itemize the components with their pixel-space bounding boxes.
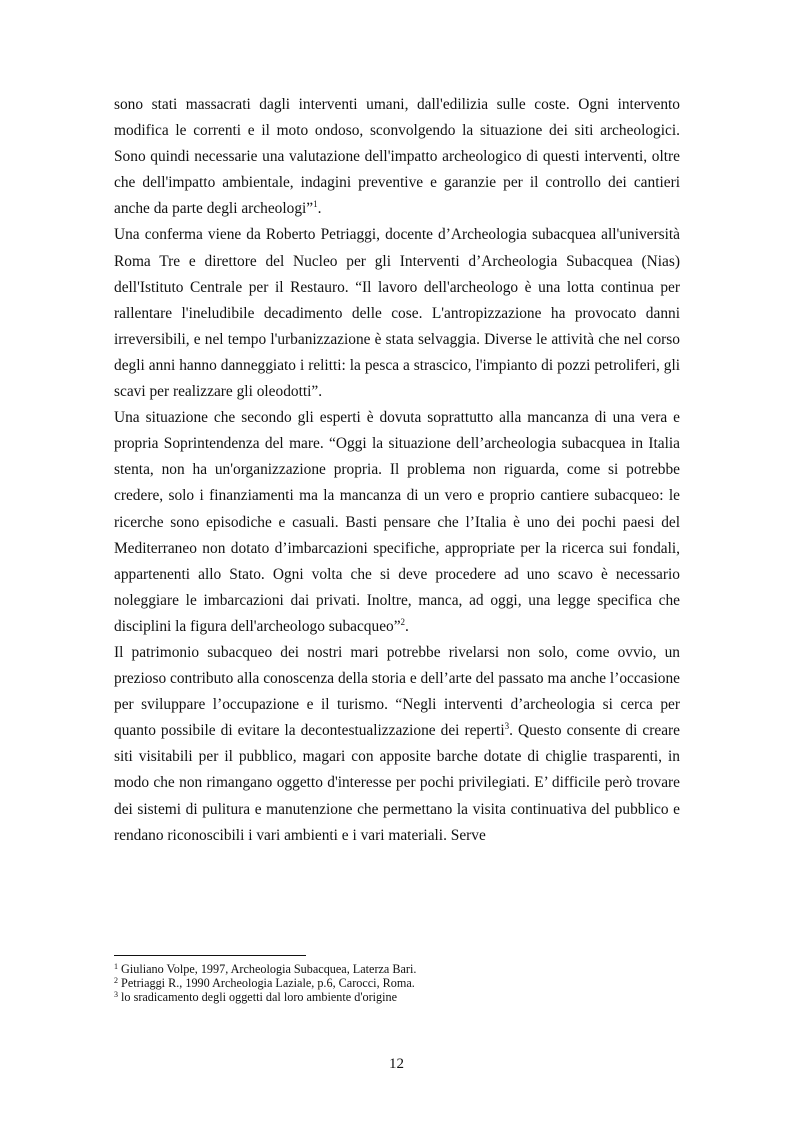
paragraph: Una situazione che secondo gli esperti è dovuta soprattutto alla mancanza di una vera e propria Soprintendenza del mare. “Oggi la situazione dell’archeologia subacquea in Italia stenta, non ha un'organizzazione propria. Il problema non riguarda, come si potrebbe credere, solo i finanziamenti ma la mancanza di un vero e proprio cantiere subacqueo: le ricerche sono episodiche e casuali. Basti pensare che l’Italia è uno dei pochi paesi del Mediterraneo non dotato d’imbarcazioni specifiche, appropriate per la ricerca sui fondali, appartenenti allo Stato. Ogni volta che si deve procedere ad uno scavo è necessario noleggiare le imbarcazioni dai privati. Inoltre, manca, ad oggi, una legge specifica che disciplini la figura dell'archeologo subacqueo”$^2$. [114, 409, 680, 635]
footnote-separator [114, 955, 306, 956]
paragraph: sono stati massacrati dagli interventi umani, dall'edilizia sulle coste. Ogni intervento modifica le correnti e il moto ondoso, sconvolgendo la situazione dei siti archeologici. Sono quindi necessarie una valutazione dell'impatto archeologico di questi interventi, oltre che dell'impatto ambientale, indagini preventive e garanzie per il controllo dei cantieri anche da parte degli archeologi”$^1$. [114, 96, 680, 218]
footnote [114, 962, 680, 976]
footnote-ref: 1 [313, 199, 318, 210]
footnotes [114, 962, 680, 1005]
footnote [114, 990, 680, 1004]
body-text [114, 92, 680, 849]
footnote-text: Giuliano Volpe, 1997, Archeologia Subacquea, Laterza Bari. [121, 962, 417, 976]
page-number: 12 [389, 1056, 404, 1072]
footnote-text: Petriaggi R., 1990 Archeologia Laziale, p.6, Carocci, Roma. [121, 976, 415, 991]
footnote-number: 1 [114, 962, 118, 971]
footnote-number: 3 [114, 990, 118, 1000]
footnote-number: 2 [114, 976, 118, 986]
paragraph: Il patrimonio subacqueo dei nostri mari potrebbe rivelarsi non solo, come ovvio, un prezioso contributo alla conoscenza della storia e dell’arte del passato ma anche l’occasione per sviluppare l’occupazione e il turismo. “Negli interventi d’archeologia si cerca per quanto possibile di evitare la decontestualizzazione dei reperti$^3$. Questo consente di creare siti visitabili per il pubblico, magari con apposite barche dotate di chiglie trasparenti, in modo che non rimangano oggetto d'interesse per pochi privilegiati. E’ difficile però trovare dei sistemi di pulitura e manutenzione che permettano la visita continuativa del pubblico e rendano riconoscibili i vari ambienti e i vari materiali. Serve [114, 643, 680, 844]
footnote-ref: 2 [400, 616, 406, 627]
footnote [114, 976, 680, 990]
footnote-ref: 3 [504, 721, 510, 732]
paragraph: Una conferma viene da Roberto Petriaggi, docente d’Archeologia subacquea all'università Roma Tre e direttore del Nucleo per gli Interventi d’Archeologia Subacquea (Nias) dell'Istituto Centrale per il Restauro. “Il lavoro dell'archeologo è una lotta continua per rallentare l'ineludibile decadimento delle cose. L'antropizzazione ha provocato danni irreversibili, e nel tempo l'urbanizzazione è stata selvaggia. Diverse le attività che nel corso degli anni hanno danneggiato i relitti: la pesca a strascico, l'impianto di pozzi petroliferi, gli scavi per realizzare gli oleodotti”. [114, 226, 680, 401]
footnote-text: lo sradicamento degli oggetti dal loro ambiente d'origine [121, 990, 398, 1005]
